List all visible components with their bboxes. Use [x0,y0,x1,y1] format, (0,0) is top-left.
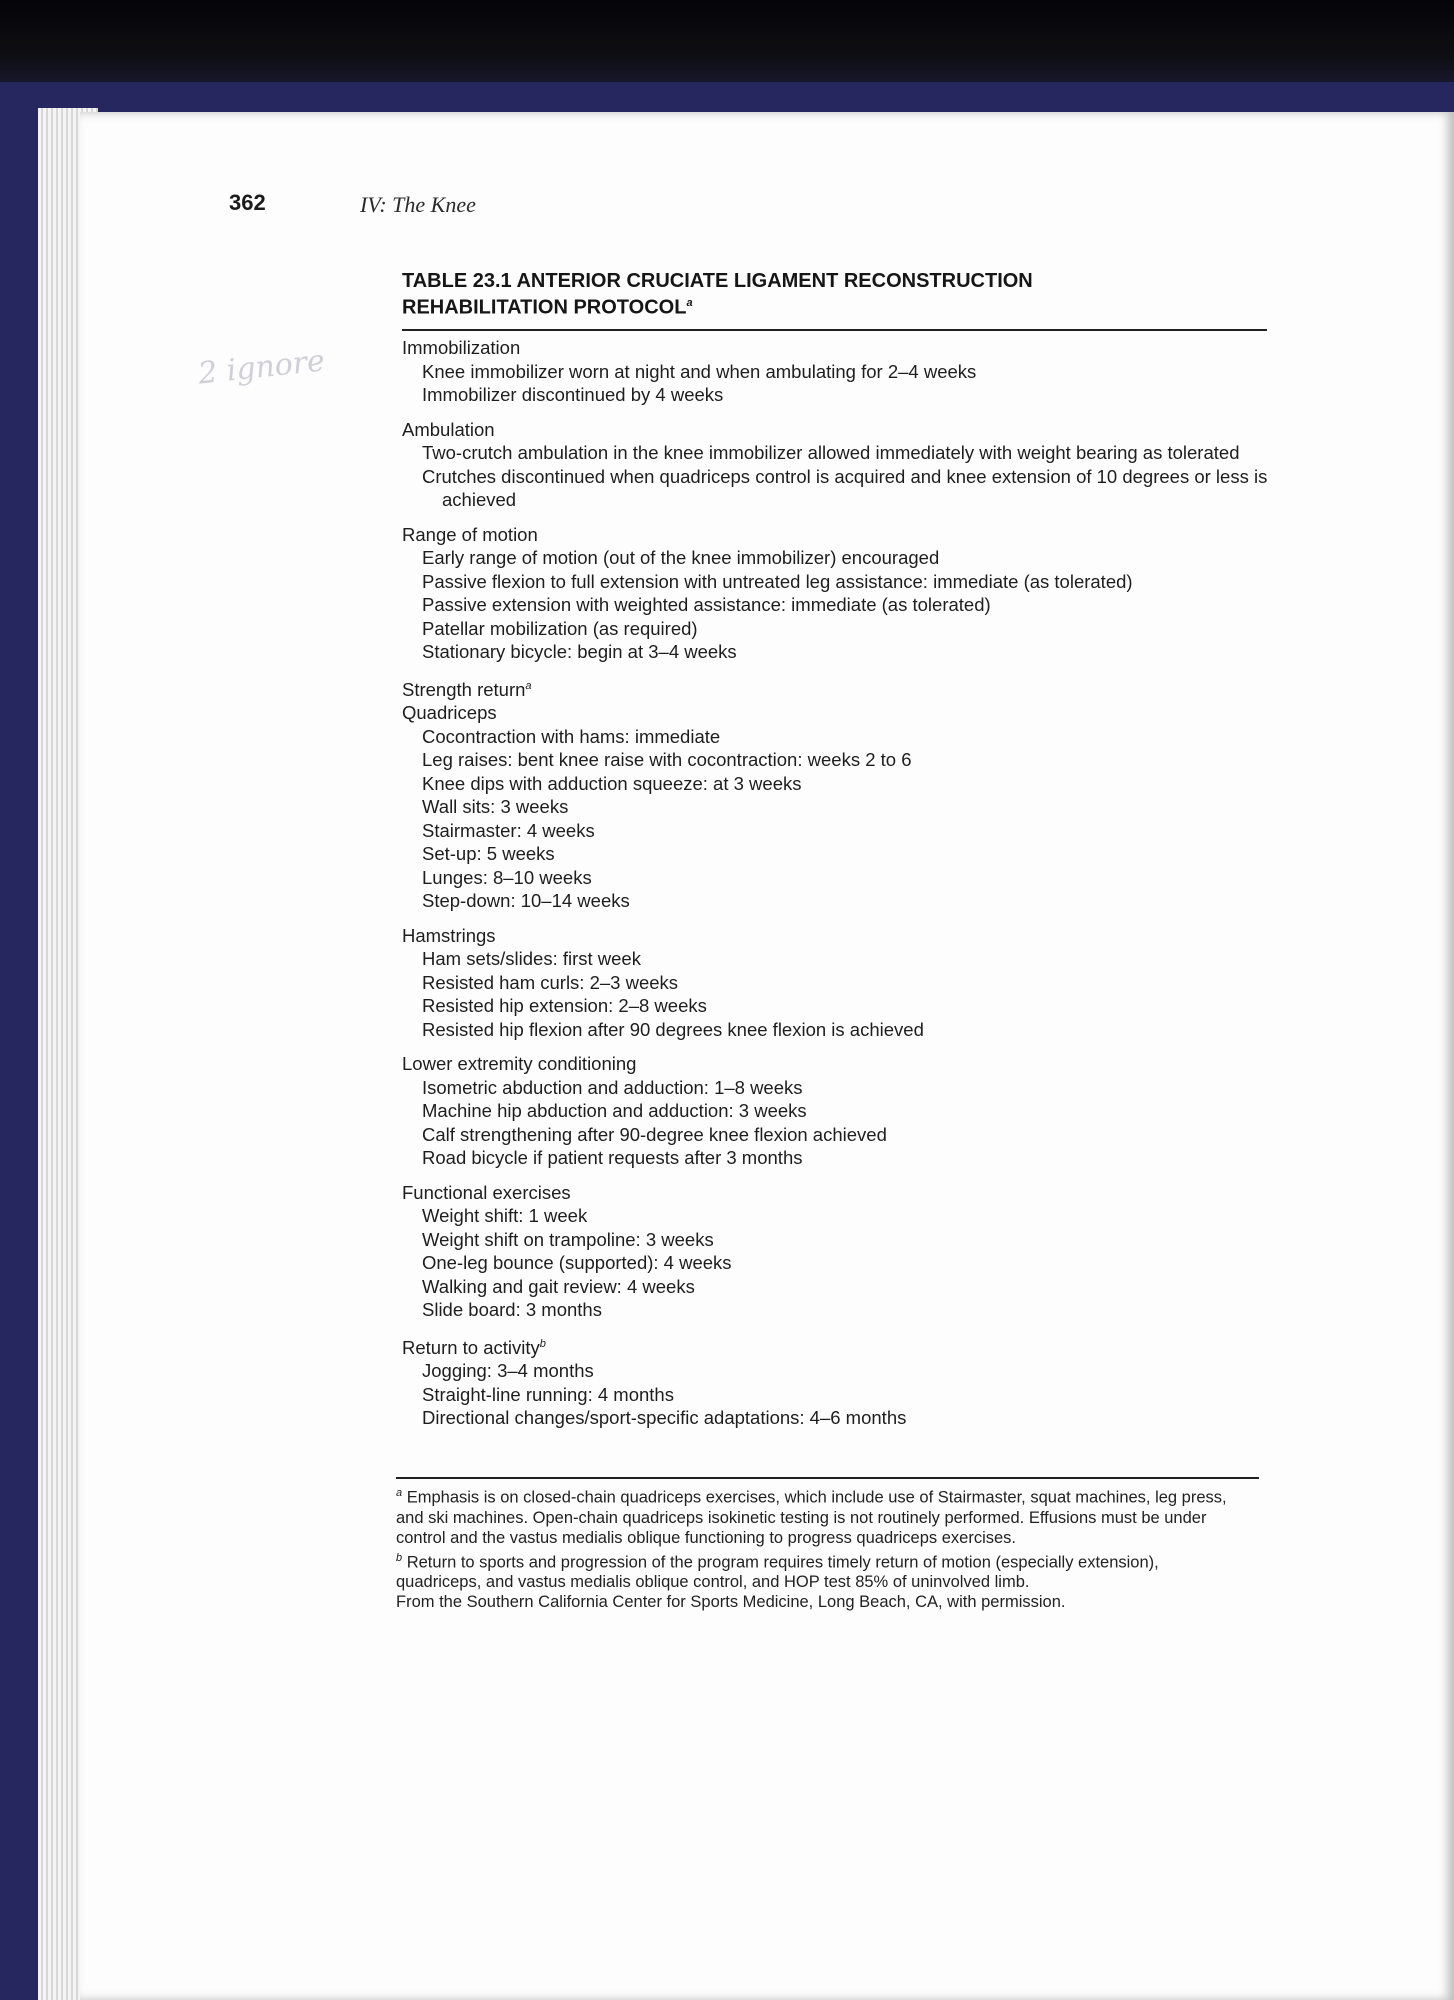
list-item: Resisted hip extension: 2–8 weeks [422,995,707,1017]
list-item: Knee dips with adduction squeeze: at 3 weeks [422,772,802,794]
list-item: Weight shift on trampoline: 3 weeks [422,1228,714,1250]
list-item: Cocontraction with hams: immediate [422,725,721,747]
list-item: Machine hip abduction and adduction: 3 weeks [422,1100,807,1122]
footnote-b: $^b$ Return to sports and progression of the program requires timely return of motion (especially extension), quadriceps, and vastus medialis oblique control, and HOP test 85% of uninvolved limb. [396,1551,1159,1591]
list-item: Resisted ham curls: 2–3 weeks [422,971,679,993]
list-item: Leg raises: bent knee raise with cocontraction: weeks 2 to 6 [422,749,912,771]
list-item: One-leg bounce (supported): 4 weeks [422,1252,732,1274]
table-body [402,336,1272,1430]
footnote-mark: a [396,1487,403,1499]
section-immobilization [402,336,1272,407]
list-item: Lunges: 8–10 weeks [422,866,592,888]
footnote-mark: a [686,297,693,309]
list-item: Road bicycle if patient requests after 3 months [422,1147,803,1169]
section-range-of-motion [402,523,1272,664]
footnote-mark: b [396,1551,403,1564]
top-rule [402,329,1267,331]
list-item: Directional changes/sport-specific adaptations: 4–6 months [422,1407,907,1429]
list-item: Ham sets/slides: first week [422,948,641,970]
footnotes [396,1483,1246,1612]
section-heading: Ambulation [402,418,495,440]
list-item: Passive flexion to full extension with untreated leg assistance: immediate (as tolerated) [422,570,1133,592]
section-heading: Return to activity$^b$ [402,1336,546,1358]
list-item: Slide board: 3 months [422,1299,602,1321]
list-item: Stairmaster: 4 weeks [422,819,595,841]
list-item: Passive extension with weighted assistance: immediate (as tolerated) [422,594,991,615]
list-item: Set-up: 5 weeks [422,843,555,865]
footnote-a: $^a$ Emphasis is on closed-chain quadriceps exercises, which include use of Stairmaster, squat machines, leg press, and ski machines. Open-chain quadriceps isokinetic testing is not routinely performed. Effusions must be under control and the vastus medialis oblique functioning to progress quadriceps exercises. [396,1487,1227,1547]
page-number: 362 [229,190,266,215]
section-heading: Functional exercises [402,1181,571,1203]
list-item: Isometric abduction and adduction: 1–8 weeks [422,1076,803,1098]
section-heading: Lower extremity conditioning [402,1053,637,1075]
list-item: Knee immobilizer worn at night and when ambulating for 2–4 weeks [422,360,977,382]
section-lower-extremity [402,1052,1272,1170]
section-return-to-activity [402,1333,1272,1430]
section-heading: Hamstrings [402,924,496,946]
table-title-line1: TABLE 23.1 ANTERIOR CRUCIATE LIGAMENT RECONSTRUCTION [402,270,1033,292]
list-item: Two-crutch ambulation in the knee immobilizer allowed immediately with weight bearing as tolerated [422,442,1240,463]
section-hamstrings [402,924,1272,1042]
list-item: Stationary bicycle: begin at 3–4 weeks [422,641,737,662]
footnote-mark: a [525,679,532,692]
table-title [402,270,1262,319]
list-item: Wall sits: 3 weeks [422,796,569,818]
running-head: IV: The Knee [360,192,476,217]
list-item: Straight-line running: 4 months [422,1383,674,1405]
source-note: From the Southern California Center for Sports Medicine, Long Beach, CA, with permission. [396,1593,1066,1611]
list-item: Walking and gait review: 4 weeks [422,1275,695,1297]
handwritten-note: 2 ignore [196,343,327,392]
list-item: Patellar mobilization (as required) [422,617,698,639]
list-item: Immobilizer discontinued by 4 weeks [422,384,724,405]
list-item: Calf strengthening after 90-degree knee flexion achieved [422,1123,887,1145]
list-item: Weight shift: 1 week [422,1205,588,1227]
list-item: Crutches discontinued when quadriceps control is acquired and knee extension of 10 degrees or less is achieved [422,465,1268,510]
footnote-mark: b [539,1337,546,1350]
subsection-heading: Quadriceps [402,702,497,724]
section-heading: Immobilization [402,337,521,358]
list-item: Jogging: 3–4 months [422,1360,594,1382]
section-heading: Range of motion [402,523,538,545]
section-functional-exercises [402,1181,1272,1322]
list-item: Resisted hip flexion after 90 degrees knee flexion is achieved [422,1018,924,1040]
list-item: Early range of motion (out of the knee immobilizer) encouraged [422,547,940,568]
section-heading: Strength return$^a$ [402,678,532,700]
table-title-line2: REHABILITATION PROTOCOL$^a$ [402,296,693,319]
bottom-rule [396,1477,1259,1479]
section-ambulation [402,418,1272,512]
section-strength-return [402,675,1272,913]
scan-background [0,0,1454,95]
list-item: Step-down: 10–14 weeks [422,890,630,912]
